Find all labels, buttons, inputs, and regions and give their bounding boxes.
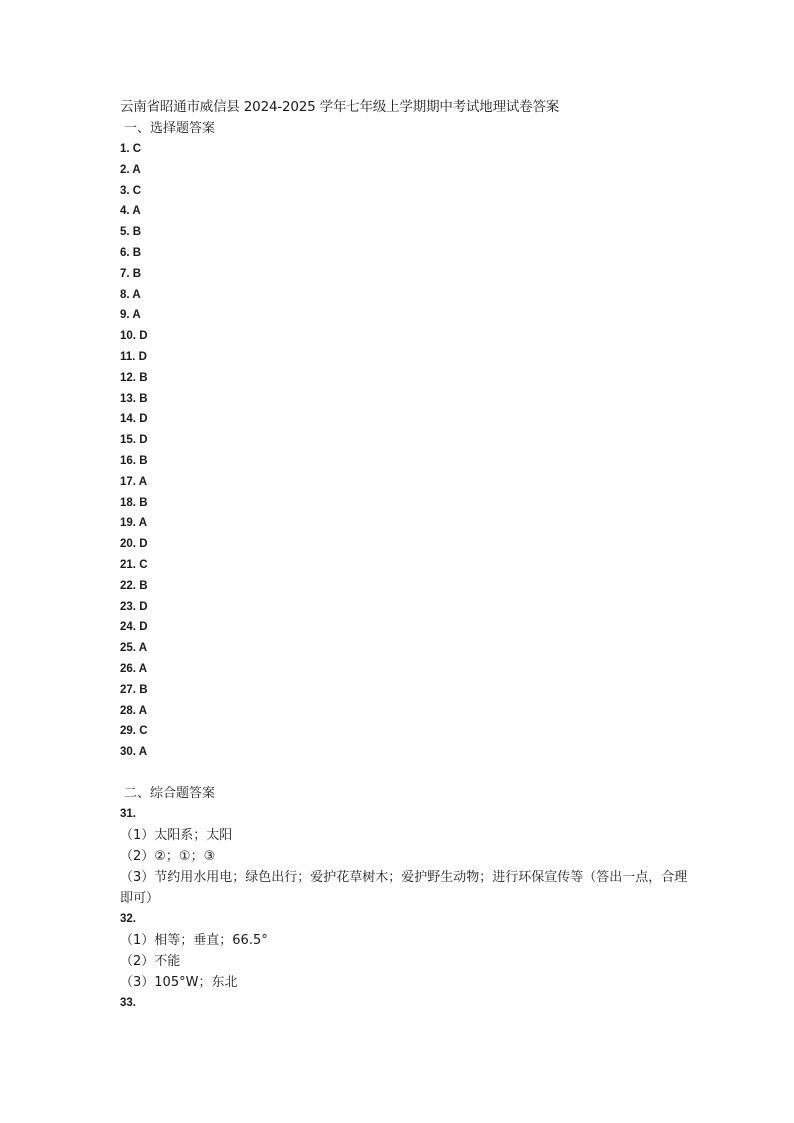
answer-letter: A: [138, 475, 148, 488]
choice-answer-item: [120, 534, 690, 555]
choice-answer-item: [120, 555, 690, 576]
answer-number: 17.: [120, 475, 136, 488]
answer-number: 13.: [120, 392, 136, 405]
question-32: [120, 909, 690, 993]
question-number: 32.: [120, 912, 136, 925]
answer-sheet: [120, 97, 690, 1014]
answer-letter: C: [132, 143, 142, 155]
choice-answer-list: [120, 139, 690, 763]
answer-number: 6.: [120, 246, 130, 259]
answer-number: 29.: [120, 725, 136, 738]
answer-number: 19.: [120, 517, 136, 530]
answer-letter: D: [138, 350, 147, 363]
sub-answer: （1）相等；垂直；66.5°: [120, 932, 268, 948]
section-heading-choice: 一、选择题答案: [124, 121, 216, 136]
answer-letter: A: [132, 309, 141, 322]
answer-number: 28.: [120, 704, 136, 717]
choice-answer-item: [120, 389, 690, 410]
answer-letter: B: [139, 496, 148, 509]
answer-letter: D: [139, 330, 148, 343]
answer-number: 4.: [120, 205, 130, 218]
answer-number: 14.: [120, 413, 136, 426]
answer-letter: A: [138, 642, 148, 655]
answer-number: 12.: [120, 371, 136, 384]
sub-answer: （1）太阳系；太阳: [120, 827, 233, 843]
answer-number: 7.: [120, 267, 130, 280]
answer-number: 26.: [120, 662, 136, 675]
answer-number: 5.: [120, 226, 130, 239]
answer-number: 1.: [120, 143, 130, 155]
choice-answer-item: [120, 201, 690, 222]
choice-answer-item: [120, 493, 690, 514]
answer-number: 11.: [120, 350, 136, 363]
choice-answer-item: [120, 617, 690, 638]
choice-answer-item: [120, 513, 690, 534]
sub-answer: （2）不能: [120, 953, 181, 969]
answer-letter: B: [132, 246, 142, 259]
answer-letter: A: [138, 662, 148, 675]
question-number: 31.: [120, 807, 136, 820]
choice-answer-item: [120, 638, 690, 659]
choice-answer-item: [120, 742, 690, 763]
choice-answer-item: [120, 243, 690, 264]
answer-number: 18.: [120, 496, 136, 509]
answer-letter: A: [138, 704, 148, 717]
choice-answer-item: [120, 409, 690, 430]
answer-letter: D: [139, 621, 148, 634]
answer-number: 21.: [120, 558, 136, 571]
answer-letter: D: [139, 600, 148, 613]
answer-letter: C: [139, 725, 148, 738]
choice-answer-item: [120, 680, 690, 701]
sub-answer: （3）105°W；东北: [120, 974, 238, 990]
answer-number: 27.: [120, 683, 136, 696]
answer-letter: A: [132, 288, 141, 301]
answer-letter: B: [139, 371, 148, 384]
section-heading-comprehensive: 二、综合题答案: [124, 785, 216, 801]
choice-answer-item: [120, 181, 690, 202]
choice-answer-item: [120, 597, 690, 618]
choice-answer-item: [120, 451, 690, 472]
answer-letter: B: [139, 579, 148, 592]
answer-letter: A: [138, 746, 148, 759]
answer-number: 30.: [120, 746, 136, 759]
answer-number: 23.: [120, 600, 136, 613]
answer-letter: D: [139, 538, 148, 551]
choice-answer-item: [120, 326, 690, 347]
answer-number: 9.: [120, 309, 130, 322]
choice-answer-item: [120, 721, 690, 742]
choice-answer-item: [120, 576, 690, 597]
answer-letter: C: [132, 184, 142, 197]
answer-letter: B: [139, 683, 148, 696]
choice-answer-item: [120, 305, 690, 326]
section-spacer: [120, 763, 690, 783]
answer-number: 8.: [120, 288, 130, 301]
sub-answer: （2）②；①；③: [120, 848, 216, 864]
answer-letter: B: [132, 226, 142, 239]
answer-number: 16.: [120, 454, 136, 467]
answer-number: 22.: [120, 579, 136, 592]
sub-answer: （3）节约用水用电；绿色出行；爱护花草树木；爱护野生动物；进行环保宣传等（答出一点，合理即可）: [120, 869, 688, 906]
answer-letter: B: [132, 267, 142, 280]
answer-letter: B: [139, 392, 148, 405]
choice-answer-item: [120, 264, 690, 285]
question-33: [120, 993, 690, 1014]
answer-letter: A: [132, 205, 141, 218]
document-title: 云南省昭通市威信县 2024-2025 学年七年级上学期期中考试地理试卷答案: [120, 99, 560, 115]
answer-letter: C: [139, 558, 148, 571]
choice-answer-item: [120, 430, 690, 451]
answer-number: 10.: [120, 330, 136, 343]
answer-number: 24.: [120, 621, 136, 634]
choice-answer-item: [120, 285, 690, 306]
choice-answer-item: [120, 139, 690, 160]
answer-number: 2.: [120, 163, 130, 176]
question-31: [120, 804, 690, 909]
answer-number: 3.: [120, 184, 130, 197]
answer-letter: D: [139, 434, 148, 447]
answer-number: 20.: [120, 538, 136, 551]
choice-answer-item: [120, 659, 690, 680]
answer-number: 15.: [120, 434, 136, 447]
answer-letter: B: [139, 454, 148, 467]
answer-letter: D: [139, 413, 148, 426]
choice-answer-item: [120, 160, 690, 181]
choice-answer-item: [120, 368, 690, 389]
answer-letter: A: [138, 517, 148, 530]
answer-letter: A: [132, 163, 141, 176]
choice-answer-item: [120, 472, 690, 493]
question-number: 33.: [120, 996, 136, 1009]
choice-answer-item: [120, 222, 690, 243]
choice-answer-item: [120, 701, 690, 722]
answer-number: 25.: [120, 642, 136, 655]
choice-answer-item: [120, 347, 690, 368]
